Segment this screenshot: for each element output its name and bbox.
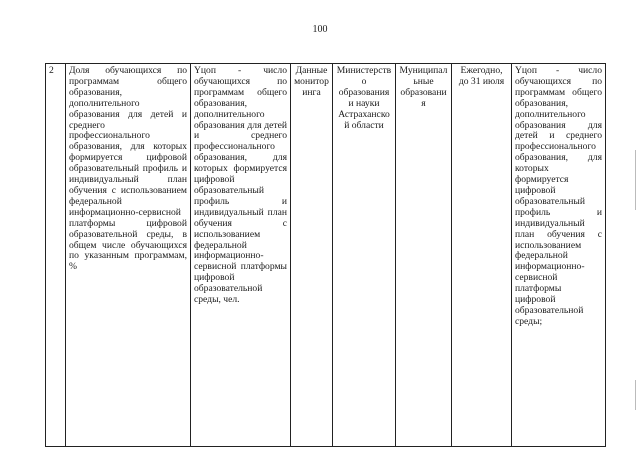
definition-cell: Yцоп - число обучающихся по программам общего образования, дополнительного образования для детей и среднего профессионального образования, для которых формируется цифровой образовательный профиль и индивидуальный план обучения с использованием федеральной информационно-сервисной платформы цифровой образовательной среды, чел. bbox=[191, 64, 291, 447]
indicator-table bbox=[45, 63, 606, 447]
data-source-cell: Данные мониторинга bbox=[291, 64, 333, 447]
scan-artifact bbox=[635, 150, 636, 210]
period-cell: Ежегодно, до 31 июля bbox=[452, 64, 512, 447]
extra-definition-cell: Yцоп - число обучающихся по программам общего образования, дополнительного образования для детей и среднего профессионального образования, для которых формируется цифровой образовательный профиль и индивидуальный план обучения с использованием федеральной информационно-сервисной платформы цифровой образовательной среды; bbox=[512, 64, 606, 447]
table-row bbox=[46, 64, 606, 447]
indicator-name-cell: Доля обучающихся по программам общего образования, дополнительного образования для детей и среднего профессионального образования, для которых формируется цифровой образовательный профиль и индивидуальный план обучения с использованием федеральной информационно-сервисной платформы цифровой образовательной среды, в общем числе обучающихся по указанным программам, % bbox=[66, 64, 191, 447]
scan-artifact bbox=[635, 380, 636, 410]
row-number: 2 bbox=[46, 64, 66, 447]
responsible-body-cell: Министерство образования и науки Астраханской области bbox=[333, 64, 396, 447]
level-cell: Муниципальные образования bbox=[396, 64, 452, 447]
page-number: 100 bbox=[312, 24, 328, 35]
